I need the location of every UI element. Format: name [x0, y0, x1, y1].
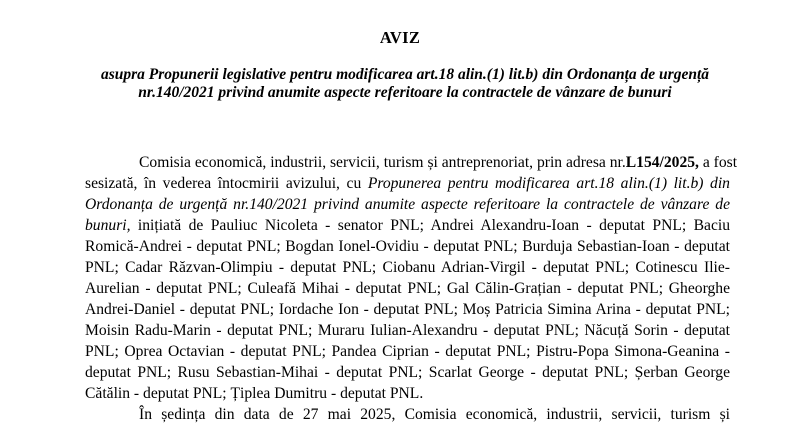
paragraph-1-line-6: PNL; Cadar Răzvan-Olimpiu - deputat PNL; Ciobanu Adrian-Virgil - deputat PNL; Cotinescu Ilie- — [85, 259, 730, 276]
proposal-title-part: bunuri, — [85, 217, 131, 234]
text-segment: inițiată de Pauliuc Nicoleta - senator PNL; Andrei Alexandru-Ioan - deputat PNL; Baciu — [130, 217, 730, 234]
paragraph-1-line-5: Romică-Andrei - deputat PNL; Bogdan Ionel-Ovidiu - deputat PNL; Burduja Sebastian-Ioan - deputat — [85, 238, 730, 255]
text-segment: Comisia economică, industrii, servicii, turism și antreprenoriat, prin adresa nr. — [139, 154, 626, 171]
paragraph-1-line-10: PNL; Oprea Octavian - deputat PNL; Pandea Ciprian - deputat PNL; Pistru-Popa Simona-Geanina - — [85, 343, 730, 360]
text-segment: a fost — [698, 154, 738, 171]
proposal-title-part: Propunerea pentru modificarea art.18 alin.(1) lit.b) din — [367, 175, 730, 192]
paragraph-1-line-8: Andrei-Daniel - deputat PNL; Iordache Ion - deputat PNL; Moș Patricia Simina Arina - deputat PNL; — [85, 301, 730, 318]
paragraph-1-line-2 — [85, 173, 730, 194]
paragraph-1-line-12: Cătălin - deputat PNL; Țiplea Dumitru - deputat PNL. — [85, 385, 424, 402]
paragraph-1-line-4 — [85, 215, 730, 236]
document-subtitle — [60, 66, 750, 102]
paragraph-1-line-7: Aurelian - deputat PNL; Culeafă Mihai - deputat PNL; Gal Călin-Grațian - deputat PNL; Gheorghe — [85, 280, 730, 297]
subtitle-line-2: nr.140/2021 privind anumite aspecte referitoare la contractele de vânzare de bunuri — [138, 84, 672, 101]
text-segment: sesizată, în vederea întocmirii avizului, cu — [85, 175, 368, 192]
paragraph-2-line-1: În ședința din data de 27 mai 2025, Comisia economică, industrii, servicii, turism și — [139, 406, 730, 423]
paragraph-1-line-11: deputat PNL; Rusu Sebastian-Mihai - deputat PNL; Scarlat George - deputat PNL; Șerban George — [85, 364, 730, 381]
document-body — [85, 152, 738, 425]
paragraph-1-line-3: Ordonanța de urgență nr.140/2021 privind anumite aspecte referitoare la contractele de vânzare de — [85, 196, 730, 213]
reference-number: L154/2025, — [625, 154, 699, 171]
subtitle-line-1: asupra Propunerii legislative pentru modificarea art.18 alin.(1) lit.b) din Ordonanța de urgență — [101, 66, 709, 83]
paragraph-1-line-1 — [85, 152, 738, 173]
document-title: AVIZ — [379, 28, 421, 47]
paragraph-1-line-9: Moisin Radu-Marin - deputat PNL; Muraru Iulian-Alexandru - deputat PNL; Năcuță Sorin - deputat — [85, 322, 730, 339]
